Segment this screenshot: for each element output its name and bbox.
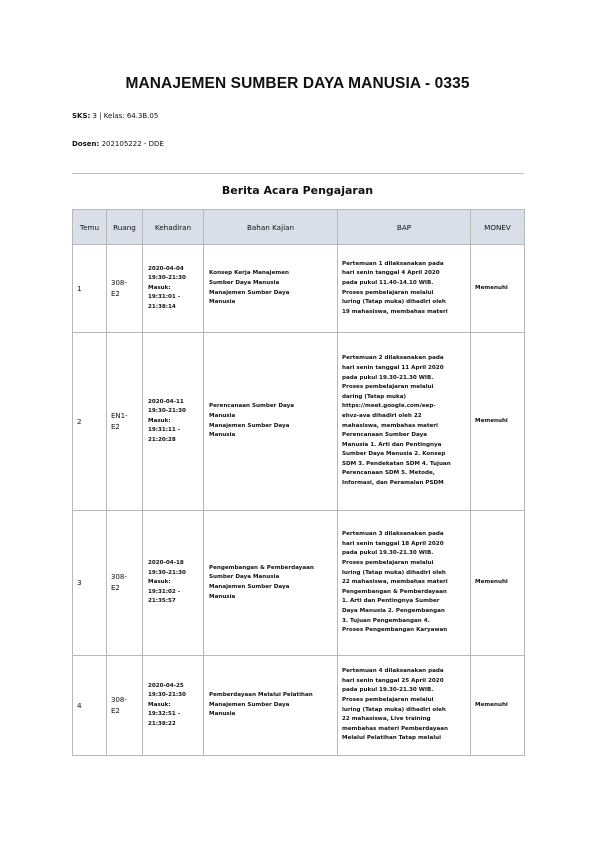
table-header-row bbox=[73, 210, 525, 245]
bap-line: hari senin tanggal 18 April 2020 bbox=[342, 540, 444, 547]
bahan-kajian-line: Manajemen Sumber Daya bbox=[209, 701, 290, 708]
bap-line: Proses pembelajaran melalui bbox=[342, 289, 434, 296]
table-row bbox=[73, 656, 525, 756]
bap-line: luring (Tatap muka) dihadiri oleh bbox=[342, 299, 446, 306]
kehadiran-line: 19:30-21:30 bbox=[148, 275, 186, 282]
divider bbox=[72, 173, 524, 174]
kehadiran-cell bbox=[143, 245, 204, 333]
dosen-value: 202105222 - DDE bbox=[101, 140, 164, 148]
ruang-line: E2 bbox=[111, 422, 120, 431]
table-row bbox=[73, 245, 525, 333]
bap-line: Pengembangan & Pemberdayaan bbox=[342, 588, 447, 595]
bahan-kajian-line: Sumber Daya Manusia bbox=[209, 574, 280, 581]
bahan-kajian-cell bbox=[204, 245, 338, 333]
ruang-line: E2 bbox=[111, 289, 120, 298]
ruang-cell bbox=[107, 245, 143, 333]
bap-line: daring (Tatap muka) bbox=[342, 393, 407, 400]
bap-line: Sumber Daya Manusia 2. Konsep bbox=[342, 451, 446, 458]
ruang-line: EN1- bbox=[111, 411, 128, 420]
bap-line: pada pukul 19.30-21.30 WIB. bbox=[342, 687, 434, 694]
bap-line: Manusia 1. Arti dan Pentingnya bbox=[342, 441, 442, 448]
bahan-kajian-line: Sumber Daya Manusia bbox=[209, 279, 280, 286]
sks-label: SKS: bbox=[72, 112, 91, 120]
temu-cell: 1 bbox=[73, 245, 107, 333]
sks-class-value: 3 | Kelas: 64.3B.05 bbox=[92, 112, 159, 120]
bap-line: Pertemuan 2 dilaksanakan pada bbox=[342, 355, 444, 362]
bahan-kajian-cell bbox=[204, 333, 338, 511]
table-row bbox=[73, 511, 525, 656]
bap-line: Pertemuan 3 dilaksanakan pada bbox=[342, 531, 444, 538]
kehadiran-line: 19:30-21:30 bbox=[148, 692, 186, 699]
bap-line: 19 mahasiswa, membahas materi bbox=[342, 308, 448, 315]
bap-cell bbox=[338, 656, 471, 756]
bap-line: https://meet.google.com/eep- bbox=[342, 403, 436, 410]
kehadiran-line: 21:35:57 bbox=[148, 598, 176, 605]
kehadiran-line: 2020-04-11 bbox=[148, 398, 184, 405]
bap-line: hari senin tanggal 11 April 2020 bbox=[342, 364, 444, 371]
bahan-kajian-line: Manusia bbox=[209, 299, 236, 306]
table-row bbox=[73, 333, 525, 511]
bahan-kajian-line: Manusia bbox=[209, 593, 236, 600]
bahan-kajian-line: Manajemen Sumber Daya bbox=[209, 289, 290, 296]
bap-cell bbox=[338, 511, 471, 656]
header-kehadiran: Kehadiran bbox=[143, 210, 204, 245]
kehadiran-line: 21:38:14 bbox=[148, 303, 176, 310]
header-bap: BAP bbox=[338, 210, 471, 245]
bap-line: hari senin tanggal 25 April 2020 bbox=[342, 677, 444, 684]
bap-line: 3. Tujuan Pengembangan 4. bbox=[342, 617, 430, 624]
bap-line: pada pukul 19.30-21.30 WIB. bbox=[342, 550, 434, 557]
document-title: MANAJEMEN SUMBER DAYA MANUSIA - 0335 bbox=[125, 75, 470, 92]
bap-line: SDM 3. Pendekatan SDM 4. Tujuan bbox=[342, 460, 451, 467]
bap-cell bbox=[338, 333, 471, 511]
bahan-kajian-line: Pengembangan & Pemberdayaan bbox=[209, 564, 314, 571]
ruang-cell bbox=[107, 511, 143, 656]
kehadiran-line: 19:31:01 - bbox=[148, 294, 181, 301]
kehadiran-cell bbox=[143, 511, 204, 656]
bahan-kajian-line: Manusia bbox=[209, 711, 236, 718]
bap-line: ehvz-ava dihadiri oleh 22 bbox=[342, 412, 422, 419]
temu-cell: 2 bbox=[73, 333, 107, 511]
section-title: Berita Acara Pengajaran bbox=[221, 184, 374, 197]
kehadiran-cell bbox=[143, 333, 204, 511]
header-ruang: Ruang bbox=[107, 210, 143, 245]
kehadiran-line: Masuk: bbox=[148, 579, 171, 586]
bahan-kajian-line: Pemberdayaan Melalui Pelatihan bbox=[209, 692, 313, 699]
monev-cell: Memenuhi bbox=[471, 656, 525, 756]
monev-cell: Memenuhi bbox=[471, 333, 525, 511]
bap-line: Daya Manusia 2. Pengembangan bbox=[342, 607, 445, 614]
teaching-record-table bbox=[72, 209, 525, 756]
bap-line: Melalui Pelatihan Tatap melalui bbox=[342, 735, 442, 742]
kehadiran-line: 2020-04-18 bbox=[148, 560, 184, 567]
bap-line: luring (Tatap muka) dihadiri oleh bbox=[342, 569, 446, 576]
bap-line: 22 mahasiswa, membahas materi bbox=[342, 579, 448, 586]
bap-line: pada pukul 19.30-21.30 WIB. bbox=[342, 374, 434, 381]
kehadiran-line: 2020-04-25 bbox=[148, 682, 184, 689]
bap-line: 22 mahasiswa, Live training bbox=[342, 716, 431, 723]
bap-line: Pertemuan 4 dilaksanakan pada bbox=[342, 668, 444, 675]
bahan-kajian-line: Perencanaan Sumber Daya bbox=[209, 403, 294, 410]
bap-cell bbox=[338, 245, 471, 333]
kehadiran-line: 19:30-21:30 bbox=[148, 408, 186, 415]
kehadiran-line: 19:31:11 - bbox=[148, 427, 181, 434]
kehadiran-line: 19:32:51 - bbox=[148, 711, 181, 718]
kehadiran-cell bbox=[143, 656, 204, 756]
monev-cell: Memenuhi bbox=[471, 245, 525, 333]
bap-line: mahasiswa, membahas materi bbox=[342, 422, 438, 429]
bap-line: luring (Tatap muka) dihadiri oleh bbox=[342, 706, 446, 713]
lecturer-info bbox=[72, 140, 164, 148]
bap-line: Perencanaan SDM 5. Metode, bbox=[342, 470, 435, 477]
monev-cell: Memenuhi bbox=[471, 511, 525, 656]
bahan-kajian-cell bbox=[204, 656, 338, 756]
bap-line: hari senin tanggal 4 April 2020 bbox=[342, 270, 440, 277]
bap-line: Pertemuan 1 dilaksanakan pada bbox=[342, 260, 444, 267]
bap-line: Proses pembelajaran melalui bbox=[342, 560, 434, 567]
kehadiran-line: 21:38:22 bbox=[148, 720, 176, 727]
temu-cell: 3 bbox=[73, 511, 107, 656]
bahan-kajian-line: Manusia bbox=[209, 432, 236, 439]
bap-line: pada pukul 11.40-14.10 WIB. bbox=[342, 279, 434, 286]
ruang-line: E2 bbox=[111, 706, 120, 715]
bap-line: membahas materi Pemberdayaan bbox=[342, 725, 449, 732]
ruang-cell bbox=[107, 333, 143, 511]
bap-line: Proses pembelajaran melalui bbox=[342, 384, 434, 391]
bap-line: 1. Arti dan Pentingnya Sumber bbox=[342, 598, 440, 605]
dosen-label: Dosen: bbox=[72, 140, 100, 148]
bahan-kajian-line: Manajemen Sumber Daya bbox=[209, 584, 290, 590]
temu-cell: 4 bbox=[73, 656, 107, 756]
kehadiran-line: Masuk: bbox=[148, 701, 171, 708]
header-temu: Temu bbox=[73, 210, 107, 245]
ruang-line: 308- bbox=[111, 278, 127, 287]
kehadiran-line: 2020-04-04 bbox=[148, 265, 184, 272]
kehadiran-line: 19:30-21:30 bbox=[148, 569, 186, 576]
header-bahan-kajian: Bahan Kajian bbox=[204, 210, 338, 245]
bahan-kajian-cell bbox=[204, 511, 338, 656]
kehadiran-line: Masuk: bbox=[148, 284, 171, 291]
bahan-kajian-line: Konsep Kerja Manajemen bbox=[209, 270, 289, 277]
bap-line: Informasi, dan Peramalan PSDM bbox=[342, 480, 444, 487]
bap-line: Perencanaan Sumber Daya bbox=[342, 432, 427, 439]
kehadiran-line: Masuk: bbox=[148, 417, 171, 424]
ruang-cell bbox=[107, 656, 143, 756]
kehadiran-line: 21:20:28 bbox=[148, 436, 176, 443]
kehadiran-line: 19:31:02 - bbox=[148, 588, 181, 595]
bahan-kajian-line: Manajemen Sumber Daya bbox=[209, 422, 290, 429]
ruang-line: 308- bbox=[111, 695, 127, 704]
bahan-kajian-line: Manusia bbox=[209, 412, 236, 419]
ruang-line: E2 bbox=[111, 584, 120, 592]
course-info bbox=[72, 112, 158, 120]
bap-line: Proses pembelajaran melalui bbox=[342, 696, 434, 703]
header-monev: MONEV bbox=[471, 210, 525, 245]
bap-line: Proses Pengembangan Karyawan bbox=[342, 627, 448, 634]
ruang-line: 308- bbox=[111, 573, 127, 581]
